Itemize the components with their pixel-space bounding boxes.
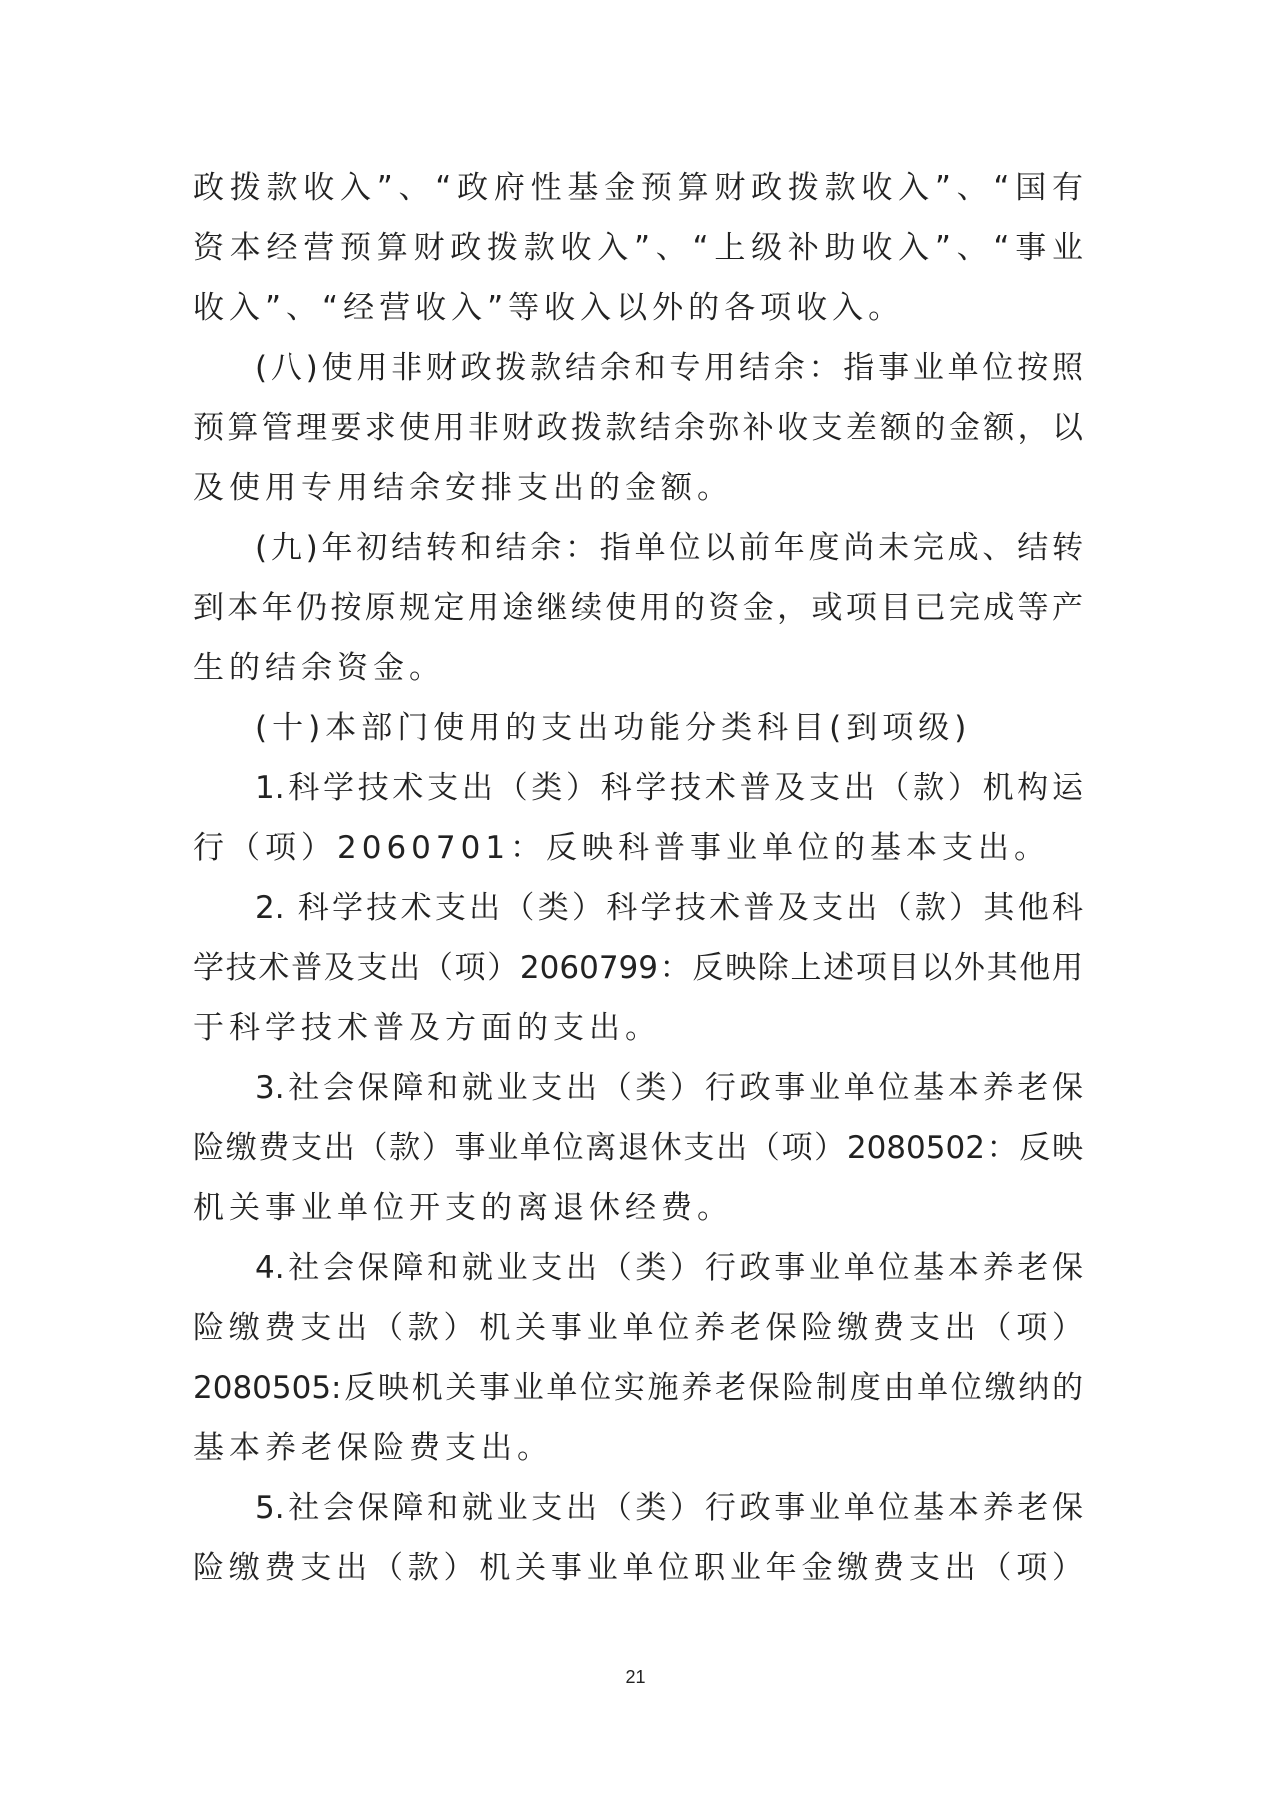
text-line: (十)本部门使用的支出功能分类科目(到项级): [255, 710, 972, 746]
text-line: 行（项）2060701：反映科普事业单位的基本支出。: [193, 830, 1051, 866]
text-line: 4.社会保障和就业支出（类）行政事业单位基本养老保: [255, 1250, 1083, 1286]
text-line: 2080505:反映机关事业单位实施养老保险制度由单位缴纳的: [193, 1370, 1083, 1406]
text-line: 1.科学技术支出（类）科学技术普及支出（款）机构运: [255, 770, 1083, 806]
text-line: (九)年初结转和结余：指单位以前年度尚未完成、结转: [255, 530, 1083, 566]
text-line: 2. 科学技术支出（类）科学技术普及支出（款）其他科: [255, 890, 1083, 926]
document-body: [193, 158, 1083, 1598]
text-line: 3.社会保障和就业支出（类）行政事业单位基本养老保: [255, 1070, 1083, 1106]
text-line: 基本养老保险费支出。: [193, 1430, 553, 1466]
text-line: 于科学技术普及方面的支出。: [193, 1010, 661, 1046]
text-line: 险缴费支出（款）机关事业单位养老保险缴费支出（项）: [193, 1310, 1083, 1346]
text-line: 险缴费支出（款）机关事业单位职业年金缴费支出（项）: [193, 1550, 1083, 1586]
text-line: 险缴费支出（款）事业单位离退休支出（项）2080502：反映: [193, 1130, 1083, 1166]
text-line: 政拨款收入”、“政府性基金预算财政拨款收入”、“国有: [193, 170, 1083, 206]
text-line: (八)使用非财政拨款结余和专用结余：指事业单位按照: [255, 350, 1083, 386]
text-line: 5.社会保障和就业支出（类）行政事业单位基本养老保: [255, 1490, 1083, 1526]
text-line: 资本经营预算财政拨款收入”、“上级补助收入”、“事业: [193, 230, 1083, 266]
text-line: 及使用专用结余安排支出的金额。: [193, 470, 733, 506]
text-line: 预算管理要求使用非财政拨款结余弥补收支差额的金额，以: [193, 410, 1083, 446]
text-line: 机关事业单位开支的离退休经费。: [193, 1190, 733, 1226]
text-line: 到本年仍按原规定用途继续使用的资金，或项目已完成等产: [193, 590, 1083, 626]
text-line: 学技术普及支出（项）2060799：反映除上述项目以外其他用: [193, 950, 1083, 986]
page-number: 21: [625, 1667, 646, 1687]
text-line: 收入”、“经营收入”等收入以外的各项收入。: [193, 290, 905, 326]
text-line: 生的结余资金。: [193, 650, 445, 686]
